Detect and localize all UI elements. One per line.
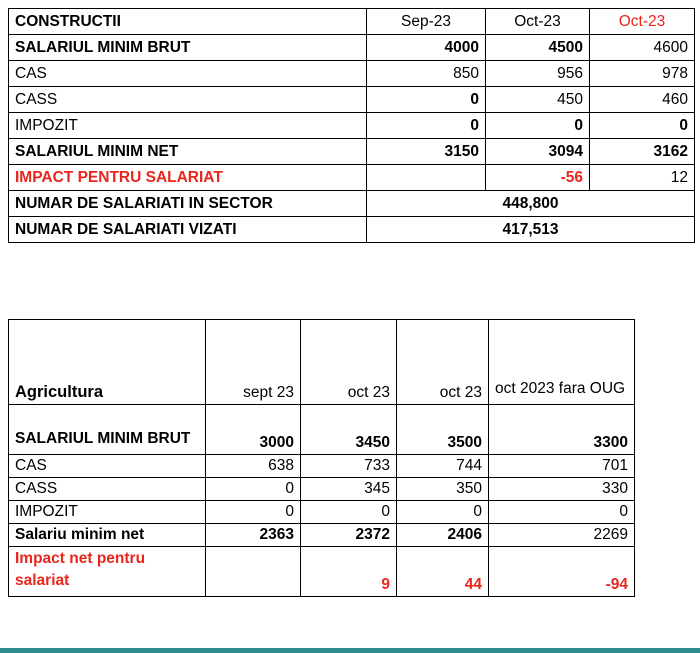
cell: 2269	[489, 524, 635, 547]
cell: 2372	[301, 524, 397, 547]
row-label: CASS	[9, 87, 367, 113]
table-row	[9, 478, 635, 501]
cell: 350	[397, 478, 489, 501]
row-label: SALARIUL MINIM BRUT	[9, 35, 367, 61]
row-label: NUMAR DE SALARIATI VIZATI	[9, 217, 367, 243]
row-label: CAS	[9, 61, 367, 87]
table-row	[9, 405, 635, 455]
constructii-table	[8, 8, 695, 243]
table-row	[9, 35, 695, 61]
cell: 0	[367, 113, 486, 139]
column-header: Sep-23	[367, 9, 486, 35]
cell: 0	[206, 478, 301, 501]
cell: 9	[301, 547, 397, 597]
table-row	[9, 165, 695, 191]
table-row	[9, 9, 695, 35]
row-label: CAS	[9, 455, 206, 478]
cell: 0	[590, 113, 695, 139]
cell: 345	[301, 478, 397, 501]
column-header: Oct-23	[590, 9, 695, 35]
table-title: Agricultura	[9, 320, 206, 405]
cell: 978	[590, 61, 695, 87]
cell: 2406	[397, 524, 489, 547]
column-header: Oct-23	[486, 9, 590, 35]
cell: 0	[486, 113, 590, 139]
cell: -94	[489, 547, 635, 597]
cell: 3000	[206, 405, 301, 455]
cell: 4600	[590, 35, 695, 61]
table-row	[9, 191, 695, 217]
cell: 44	[397, 547, 489, 597]
row-label: CASS	[9, 478, 206, 501]
row-label: Impact net pentru salariat	[9, 547, 206, 597]
table-row	[9, 61, 695, 87]
cell: 850	[367, 61, 486, 87]
cell: 3162	[590, 139, 695, 165]
cell: 0	[301, 501, 397, 524]
cell: 2363	[206, 524, 301, 547]
cell: 638	[206, 455, 301, 478]
row-label: IMPOZIT	[9, 113, 367, 139]
cell: 701	[489, 455, 635, 478]
row-label: NUMAR DE SALARIATI IN SECTOR	[9, 191, 367, 217]
cell: 0	[397, 501, 489, 524]
merged-cell: 417,513	[367, 217, 695, 243]
table-row	[9, 217, 695, 243]
cell: 0	[367, 87, 486, 113]
table-row	[9, 87, 695, 113]
column-header: oct 2023 fara OUG	[489, 320, 635, 405]
row-label: IMPOZIT	[9, 501, 206, 524]
cell: -56	[486, 165, 590, 191]
table-row	[9, 524, 635, 547]
row-label: SALARIUL MINIM BRUT	[9, 405, 206, 455]
table-row	[9, 320, 635, 405]
row-label: IMPACT PENTRU SALARIAT	[9, 165, 367, 191]
cell: 733	[301, 455, 397, 478]
table-row	[9, 547, 635, 597]
column-header: oct 23	[397, 320, 489, 405]
table-row	[9, 113, 695, 139]
cell: 3450	[301, 405, 397, 455]
cell: 0	[489, 501, 635, 524]
cell	[367, 165, 486, 191]
row-label: Salariu minim net	[9, 524, 206, 547]
cell: 4500	[486, 35, 590, 61]
cell: 3150	[367, 139, 486, 165]
column-header: oct 23	[301, 320, 397, 405]
table-row	[9, 501, 635, 524]
cell: 3094	[486, 139, 590, 165]
agricultura-table	[8, 319, 635, 597]
column-header: sept 23	[206, 320, 301, 405]
cell: 12	[590, 165, 695, 191]
cell: 3500	[397, 405, 489, 455]
cell: 4000	[367, 35, 486, 61]
row-label: SALARIUL MINIM NET	[9, 139, 367, 165]
cell: 0	[206, 501, 301, 524]
cell: 956	[486, 61, 590, 87]
table-row	[9, 139, 695, 165]
cell: 3300	[489, 405, 635, 455]
table-row	[9, 455, 635, 478]
table-title: CONSTRUCTII	[9, 9, 367, 35]
cell	[206, 547, 301, 597]
merged-cell: 448,800	[367, 191, 695, 217]
cell: 744	[397, 455, 489, 478]
bottom-divider	[0, 648, 700, 653]
cell: 450	[486, 87, 590, 113]
cell: 330	[489, 478, 635, 501]
cell: 460	[590, 87, 695, 113]
